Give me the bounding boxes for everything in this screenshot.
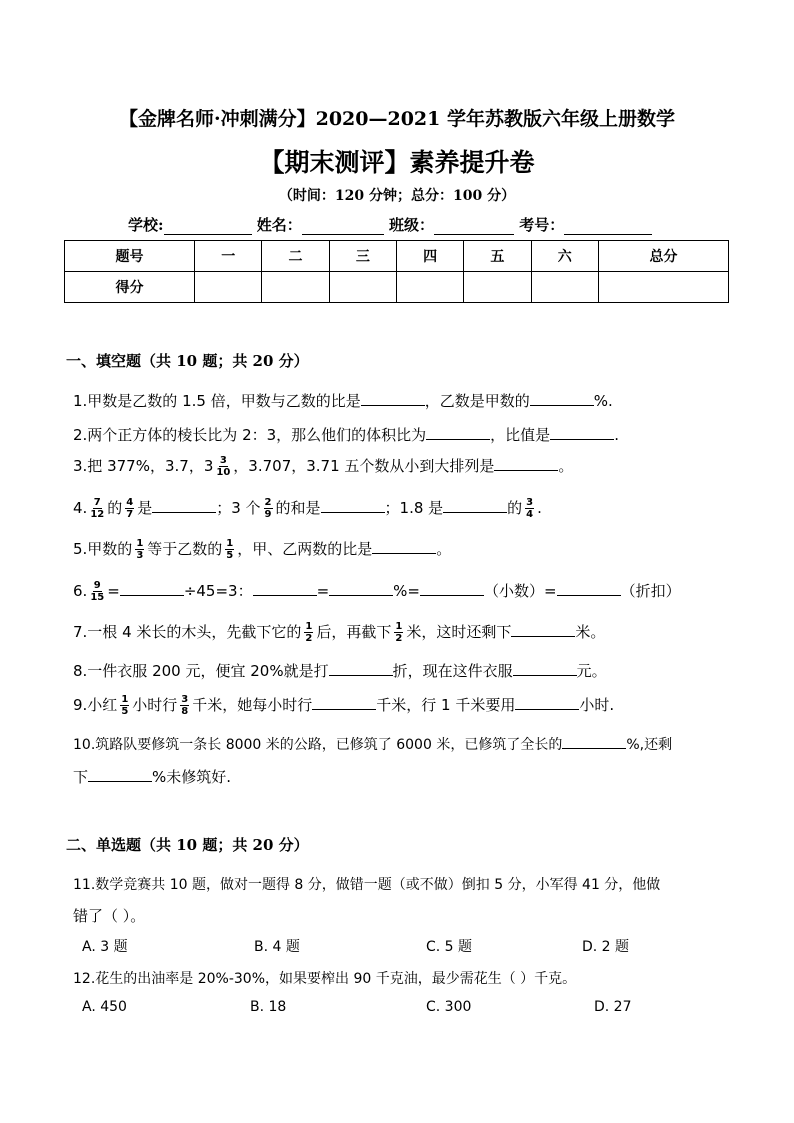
fraction-numerator: 1 bbox=[395, 621, 403, 632]
student-info-line bbox=[128, 214, 652, 235]
score-header-cell: 六 bbox=[531, 241, 598, 272]
school-blank[interactable] bbox=[164, 218, 252, 235]
fraction-denominator: 2 bbox=[305, 633, 313, 644]
q10-text-d: %未修筑好. bbox=[152, 768, 232, 786]
fraction-numerator: 1 bbox=[226, 538, 234, 549]
answer-blank[interactable] bbox=[329, 661, 393, 676]
fraction bbox=[90, 497, 104, 520]
answer-blank[interactable] bbox=[550, 425, 614, 440]
q1-text-a: 1.甲数是乙数的 1.5 倍，甲数与乙数的比是 bbox=[73, 392, 361, 410]
q10-text-a: 10.筑路队要修筑一条长 8000 米的公路，已修筑了 6000 米，已修筑了全长的 bbox=[73, 737, 563, 753]
answer-blank[interactable] bbox=[120, 581, 184, 596]
q12-option-d[interactable]: D. 27 bbox=[594, 999, 632, 1015]
q11-option-c[interactable]: C. 5 题 bbox=[426, 939, 473, 955]
exam-time-score: （时间：120 分钟；总分：100 分） bbox=[278, 188, 516, 204]
question-10-continued bbox=[73, 766, 231, 787]
score-header-cell: 题号 bbox=[65, 241, 195, 272]
fraction-numerator: 2 bbox=[264, 497, 272, 508]
q12-option-c[interactable]: C. 300 bbox=[426, 999, 472, 1015]
answer-blank[interactable] bbox=[321, 498, 385, 513]
question-6 bbox=[73, 580, 681, 603]
q7-text-c: 米，这时还剩下 bbox=[406, 623, 512, 641]
section1-title: 一、填空题（共 10 题；共 20 分） bbox=[66, 352, 309, 370]
score-row-label: 得分 bbox=[65, 272, 195, 303]
question-2 bbox=[73, 424, 619, 445]
q8-text-c: 元。 bbox=[576, 662, 607, 680]
q1-text-b: ，乙数是甲数的 bbox=[424, 392, 530, 410]
q4-text-h: . bbox=[537, 499, 542, 517]
fraction bbox=[216, 455, 230, 478]
answer-blank[interactable] bbox=[372, 539, 436, 554]
score-header-cell: 四 bbox=[396, 241, 463, 272]
q6-text-e: %= bbox=[393, 582, 420, 600]
q5-text-c: ，甲、乙两数的比是 bbox=[237, 540, 373, 558]
exam-no-label: 考号： bbox=[519, 216, 565, 234]
q5-text-a: 5.甲数的 bbox=[73, 540, 133, 558]
question-11-line2: 错了（ ）。 bbox=[73, 907, 146, 925]
q6-text-c: ÷45=3： bbox=[183, 582, 253, 600]
q4-text-c: 是 bbox=[137, 499, 153, 517]
school-label: 学校: bbox=[128, 216, 164, 234]
q3-text-a: 3.把 377%，3.7，3 bbox=[73, 457, 214, 475]
answer-blank[interactable] bbox=[426, 425, 490, 440]
answer-blank[interactable] bbox=[511, 622, 575, 637]
fraction bbox=[225, 538, 234, 561]
q4-text-e: 的和是 bbox=[275, 499, 321, 517]
fraction-denominator: 15 bbox=[90, 592, 105, 603]
fraction-denominator: 12 bbox=[90, 509, 105, 520]
fraction-numerator: 1 bbox=[305, 621, 313, 632]
fraction-numerator: 3 bbox=[181, 694, 189, 705]
q6-text-g: （折扣） bbox=[620, 582, 681, 600]
q8-text-a: 8.一件衣服 200 元，便宜 20%就是打 bbox=[73, 662, 329, 680]
answer-blank[interactable] bbox=[562, 734, 626, 749]
q9-text-d: 千米，行 1 千米要用 bbox=[376, 696, 516, 714]
score-cell[interactable] bbox=[531, 272, 598, 303]
question-9 bbox=[73, 694, 614, 717]
q4-text-b: 的 bbox=[107, 499, 123, 517]
q5-text-d: 。 bbox=[436, 540, 452, 558]
question-5 bbox=[73, 538, 451, 561]
fraction-numerator: 1 bbox=[121, 694, 129, 705]
question-3 bbox=[73, 455, 573, 478]
question-4 bbox=[73, 497, 542, 520]
fraction-denominator: 7 bbox=[126, 509, 134, 520]
answer-blank[interactable] bbox=[530, 391, 594, 406]
fraction bbox=[264, 497, 273, 520]
question-10 bbox=[73, 734, 672, 754]
fraction bbox=[304, 621, 313, 644]
answer-blank[interactable] bbox=[88, 767, 152, 782]
answer-blank[interactable] bbox=[312, 695, 376, 710]
q3-text-c: 。 bbox=[558, 457, 574, 475]
fraction-numerator: 9 bbox=[93, 580, 101, 591]
answer-blank[interactable] bbox=[361, 391, 425, 406]
q9-text-a: 9.小红 bbox=[73, 696, 118, 714]
fraction bbox=[135, 538, 144, 561]
fraction-denominator: 5 bbox=[226, 550, 234, 561]
fraction-denominator: 10 bbox=[216, 467, 231, 478]
q1-text-c: %. bbox=[593, 392, 613, 410]
class-blank[interactable] bbox=[434, 218, 514, 235]
fraction-denominator: 5 bbox=[121, 706, 129, 717]
name-label: 姓名： bbox=[256, 216, 302, 234]
fraction-denominator: 2 bbox=[395, 633, 403, 644]
score-table-score-row bbox=[65, 272, 729, 303]
name-blank[interactable] bbox=[302, 218, 384, 235]
fraction bbox=[125, 497, 134, 520]
q3-text-b: ，3.707，3.71 五个数从小到大排列是 bbox=[233, 457, 495, 475]
fraction bbox=[120, 694, 129, 717]
answer-blank[interactable] bbox=[513, 661, 577, 676]
question-8 bbox=[73, 660, 607, 681]
answer-blank[interactable] bbox=[494, 456, 558, 471]
score-cell[interactable] bbox=[598, 272, 728, 303]
q2-text-b: ，比值是 bbox=[490, 426, 551, 444]
q11-option-d[interactable]: D. 2 题 bbox=[582, 939, 630, 955]
class-label: 班级： bbox=[389, 216, 435, 234]
exam-no-blank[interactable] bbox=[564, 218, 652, 235]
q5-text-b: 等于乙数的 bbox=[147, 540, 223, 558]
exam-title: 【期末测评】素养提升卷 bbox=[259, 148, 535, 177]
q6-text-d: = bbox=[316, 582, 330, 600]
answer-blank[interactable] bbox=[329, 581, 393, 596]
fraction-denominator: 8 bbox=[181, 706, 189, 717]
fraction-numerator: 4 bbox=[126, 497, 134, 508]
answer-blank[interactable] bbox=[443, 498, 507, 513]
q11-option-b[interactable]: B. 4 题 bbox=[254, 939, 300, 955]
score-cell[interactable] bbox=[464, 272, 531, 303]
q6-text-f: （小数）= bbox=[484, 582, 557, 600]
fraction-numerator: 1 bbox=[136, 538, 144, 549]
answer-blank[interactable] bbox=[253, 581, 317, 596]
question-12-line1: 12.花生的出油率是 20%-30%，如果要榨出 90 千克油，最少需花生（ ）千克。 bbox=[73, 971, 577, 987]
score-cell[interactable] bbox=[396, 272, 463, 303]
q2-text-c: . bbox=[614, 426, 619, 444]
score-cell[interactable] bbox=[195, 272, 262, 303]
q11-option-a[interactable]: A. 3 题 bbox=[82, 939, 128, 955]
q9-text-b: 小时行 bbox=[132, 696, 178, 714]
fraction-denominator: 4 bbox=[526, 509, 534, 520]
fraction bbox=[525, 497, 534, 520]
answer-blank[interactable] bbox=[152, 498, 216, 513]
fraction-numerator: 3 bbox=[526, 497, 534, 508]
q7-text-d: 米。 bbox=[575, 623, 606, 641]
fraction-numerator: 3 bbox=[219, 455, 227, 466]
exam-series-title: 【金牌名师·冲刺满分】2020—2021 学年苏教版六年级上册数学 bbox=[119, 108, 675, 130]
q9-text-e: 小时. bbox=[579, 696, 615, 714]
score-header-cell: 五 bbox=[464, 241, 531, 272]
fraction bbox=[90, 580, 104, 603]
question-7 bbox=[73, 621, 605, 644]
q8-text-b: 折，现在这件衣服 bbox=[392, 662, 513, 680]
fraction-numerator: 7 bbox=[93, 497, 101, 508]
score-header-cell: 三 bbox=[329, 241, 396, 272]
q4-text-f: ；1.8 是 bbox=[384, 499, 444, 517]
q4-text-a: 4. bbox=[73, 499, 88, 517]
score-cell[interactable] bbox=[329, 272, 396, 303]
q4-text-d: ；3 个 bbox=[216, 499, 261, 517]
q7-text-b: 后，再截下 bbox=[316, 623, 392, 641]
score-header-cell: 一 bbox=[195, 241, 262, 272]
q10-text-b: %,还剩 bbox=[626, 737, 673, 753]
q2-text-a: 2.两个正方体的棱长比为 2：3，那么他们的体积比为 bbox=[73, 426, 427, 444]
section2-title: 二、单选题（共 10 题；共 20 分） bbox=[66, 836, 309, 854]
fraction-denominator: 9 bbox=[264, 509, 272, 520]
q4-text-g: 的 bbox=[507, 499, 523, 517]
q7-text-a: 7.一根 4 米长的木头，先截下它的 bbox=[73, 623, 302, 641]
score-table bbox=[64, 240, 729, 303]
q12-option-a[interactable]: A. 450 bbox=[82, 999, 127, 1015]
answer-blank[interactable] bbox=[557, 581, 621, 596]
q6-text-a: 6. bbox=[73, 582, 88, 600]
answer-blank[interactable] bbox=[420, 581, 484, 596]
q12-option-b[interactable]: B. 18 bbox=[250, 999, 287, 1015]
q10-text-c: 下 bbox=[73, 768, 89, 786]
q6-text-b: = bbox=[107, 582, 120, 600]
q9-text-c: 千米，她每小时行 bbox=[192, 696, 313, 714]
score-table-header-row bbox=[65, 241, 729, 272]
answer-blank[interactable] bbox=[515, 695, 579, 710]
fraction-denominator: 3 bbox=[136, 550, 144, 561]
score-cell[interactable] bbox=[262, 272, 329, 303]
score-header-cell: 二 bbox=[262, 241, 329, 272]
fraction bbox=[394, 621, 403, 644]
fraction bbox=[180, 694, 189, 717]
question-11-line1: 11.数学竞赛共 10 题，做对一题得 8 分，做错一题（或不做）倒扣 5 分，小军得 41 分，他做 bbox=[73, 877, 661, 893]
question-1 bbox=[73, 390, 613, 411]
score-header-cell: 总分 bbox=[598, 241, 728, 272]
